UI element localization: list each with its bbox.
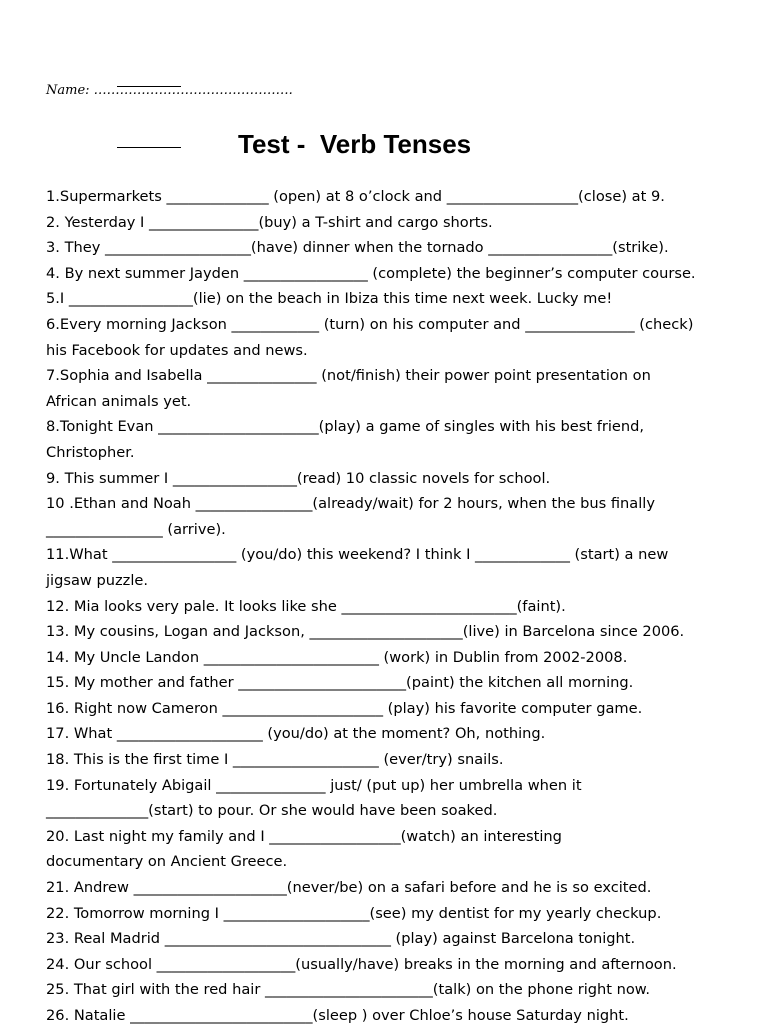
- question-line: 14. My Uncle Landon ________________________ (work) in Dublin from 2002-2008.: [46, 648, 628, 666]
- question-line: 13. My cousins, Logan and Jackson, _____________________(live) in Barcelona since 2006.: [46, 623, 685, 641]
- question-line: 5.I _________________(lie) on the beach in Ibiza this time next week. Lucky me!: [46, 290, 613, 308]
- question-line: 1.Supermarkets ______________ (open) at 8 o’clock and __________________(close) at 9.: [46, 188, 665, 205]
- question-line: 21. Andrew _____________________(never/be) on a safari before and he is so excited.: [46, 879, 652, 897]
- question-line: 10 .Ethan and Noah ________________(already/wait) for 2 hours, when the bus finally: [46, 495, 655, 513]
- question-line: 17. What ____________________ (you/do) at the moment? Oh, nothing.: [46, 725, 546, 743]
- question-line: 26. Natalie _________________________(sleep ) over Chloe’s house Saturday night.: [46, 1007, 629, 1024]
- question-line: 16. Right now Cameron ______________________ (play) his favorite computer game.: [46, 699, 643, 717]
- question-line: 19. Fortunately Abigail _______________ just/ (put up) her umbrella when it: [46, 776, 582, 794]
- question-line: 9. This summer I _________________(read) 10 classic novels for school.: [46, 469, 551, 487]
- question-line: 2. Yesterday I _______________(buy) a T-shirt and cargo shorts.: [46, 213, 493, 231]
- question-line: African animals yet.: [46, 392, 192, 410]
- question-line: ______________(start) to pour. Or she would have been soaked.: [46, 802, 498, 820]
- question-line: 20. Last night my family and I __________________(watch) an interesting: [46, 827, 562, 845]
- question-line: 4. By next summer Jayden _________________ (complete) the beginner’s computer course.: [46, 264, 696, 282]
- page-title: Test - Verb Tenses: [238, 129, 472, 159]
- question-list: [46, 184, 750, 1029]
- question-line: 23. Real Madrid _______________________________ (play) against Barcelona tonight.: [46, 930, 636, 948]
- question-line: 15. My mother and father _______________________(paint) the kitchen all morning.: [46, 674, 634, 692]
- decorative-rule: [117, 147, 181, 148]
- question-line: 6.Every morning Jackson ____________ (turn) on his computer and _______________ (check): [46, 315, 694, 333]
- question-line: 8.Tonight Evan ______________________(play) a game of singles with his best friend,: [46, 418, 645, 436]
- question-line: 18. This is the first time I ____________________ (ever/try) snails.: [46, 751, 504, 769]
- question-line: documentary on Ancient Greece.: [46, 853, 288, 871]
- question-line: jigsaw puzzle.: [46, 571, 148, 589]
- decorative-rule: [117, 86, 181, 87]
- question-line: 7.Sophia and Isabella _______________ (not/finish) their power point presentation on: [46, 367, 651, 385]
- question-line: Christopher.: [46, 443, 135, 461]
- question-line: 24. Our school ___________________(usually/have) breaks in the morning and afternoon.: [46, 955, 677, 973]
- question-line: 3. They ____________________(have) dinner when the tornado _________________(strike).: [46, 239, 669, 257]
- question-line: ________________ (arrive).: [46, 520, 226, 538]
- name-field-label: Name: ……………………………………….: [46, 83, 293, 98]
- question-line: 11.What _________________ (you/do) this weekend? I think I _____________ (start) a new: [46, 546, 669, 564]
- question-line: 12. Mia looks very pale. It looks like she ________________________(faint).: [46, 597, 566, 615]
- question-line: 22. Tomorrow morning I ____________________(see) my dentist for my yearly checkup.: [46, 904, 662, 922]
- question-line: 25. That girl with the red hair _______________________(talk) on the phone right now.: [46, 981, 651, 999]
- question-line: his Facebook for updates and news.: [46, 341, 308, 359]
